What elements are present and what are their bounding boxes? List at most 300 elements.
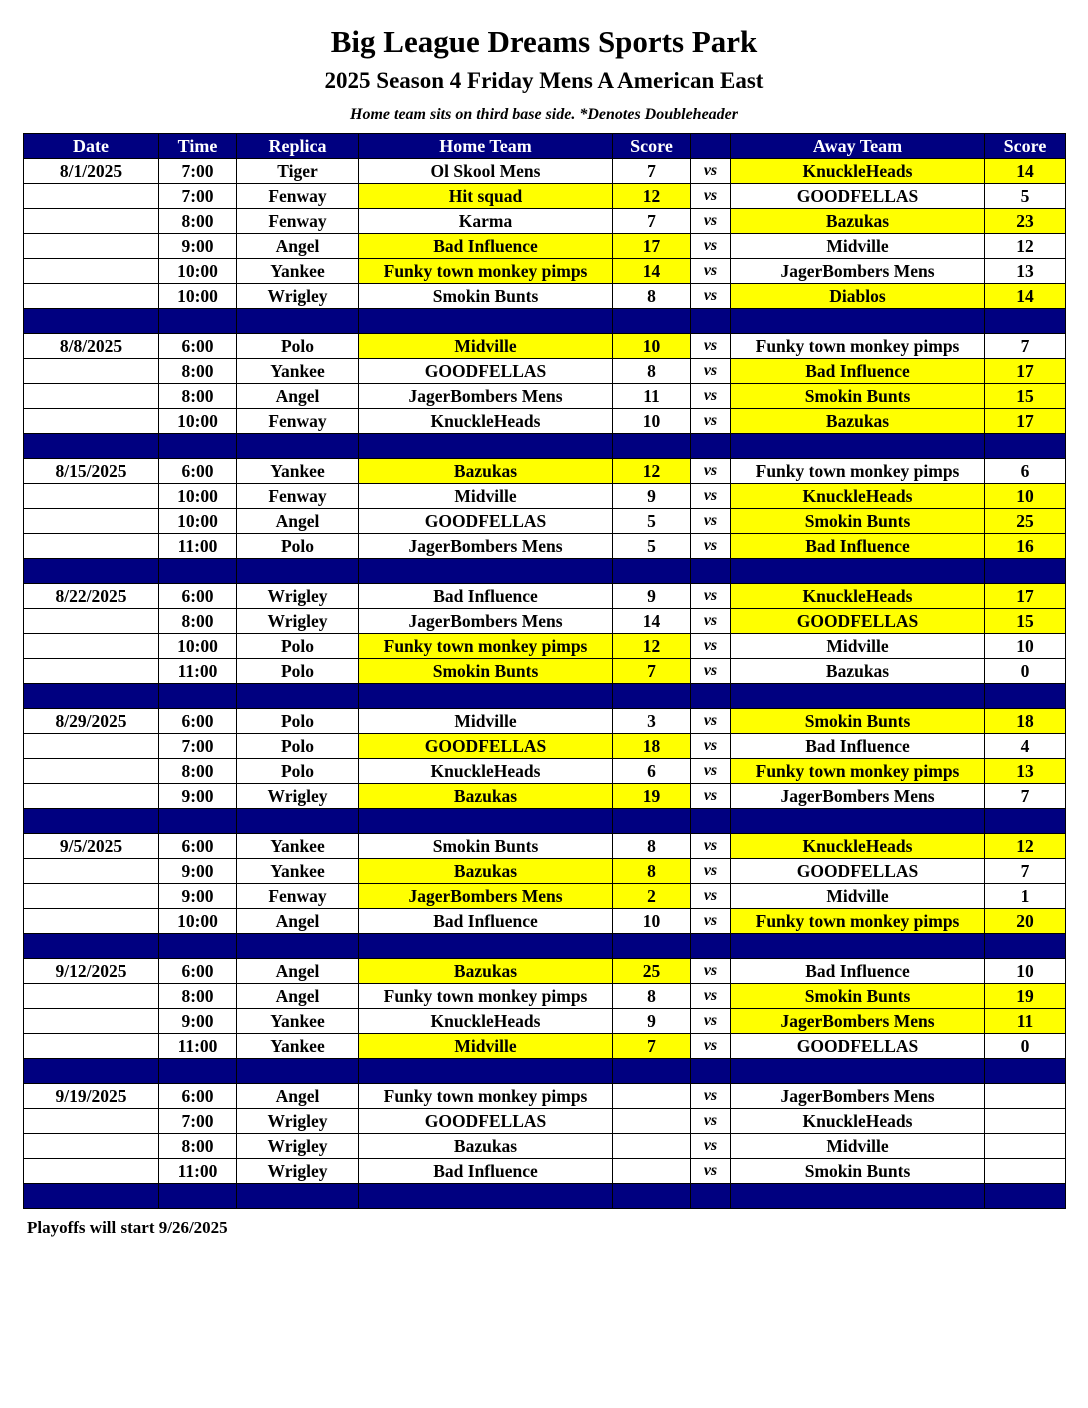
game-time: 9:00 (159, 784, 237, 809)
game-time: 6:00 (159, 334, 237, 359)
away-team: Smokin Bunts (731, 384, 985, 409)
game-field: Yankee (237, 834, 359, 859)
home-score: 10 (613, 409, 691, 434)
game-row (24, 359, 1066, 384)
page-note: Home team sits on third base side. *Denotes Doubleheader (350, 106, 738, 123)
game-field: Yankee (237, 459, 359, 484)
home-team: Bazukas (359, 1134, 613, 1159)
home-team: KnuckleHeads (359, 409, 613, 434)
col-header-away-score: Score (985, 134, 1066, 159)
game-time: 6:00 (159, 584, 237, 609)
separator-cell (159, 1184, 237, 1209)
home-score: 18 (613, 734, 691, 759)
game-date (24, 384, 159, 409)
game-field: Yankee (237, 1034, 359, 1059)
home-score: 2 (613, 884, 691, 909)
separator-cell (159, 1059, 237, 1084)
vs-label: vs (691, 959, 731, 984)
home-score: 7 (613, 659, 691, 684)
game-row (24, 159, 1066, 184)
vs-label: vs (691, 984, 731, 1009)
week-separator-row (24, 934, 1066, 959)
home-team: Bad Influence (359, 909, 613, 934)
game-row (24, 184, 1066, 209)
away-score (985, 1159, 1066, 1184)
game-date (24, 909, 159, 934)
home-team: Midville (359, 334, 613, 359)
away-team: Bad Influence (731, 534, 985, 559)
game-time: 8:00 (159, 1134, 237, 1159)
game-date: 8/22/2025 (24, 584, 159, 609)
home-score: 9 (613, 584, 691, 609)
game-row (24, 984, 1066, 1009)
home-score: 7 (613, 159, 691, 184)
game-time: 6:00 (159, 709, 237, 734)
away-team: Funky town monkey pimps (731, 759, 985, 784)
separator-cell (359, 934, 613, 959)
vs-label: vs (691, 334, 731, 359)
game-date (24, 734, 159, 759)
vs-label: vs (691, 284, 731, 309)
separator-cell (985, 934, 1066, 959)
home-score (613, 1134, 691, 1159)
away-score: 19 (985, 984, 1066, 1009)
home-score: 8 (613, 834, 691, 859)
game-row (24, 609, 1066, 634)
separator-cell (613, 559, 691, 584)
separator-cell (24, 934, 159, 959)
game-field: Wrigley (237, 784, 359, 809)
game-row (24, 584, 1066, 609)
col-header-date: Date (24, 134, 159, 159)
game-field: Fenway (237, 209, 359, 234)
separator-cell (985, 809, 1066, 834)
away-score: 1 (985, 884, 1066, 909)
vs-label: vs (691, 884, 731, 909)
separator-cell (159, 309, 237, 334)
home-team: Bad Influence (359, 234, 613, 259)
vs-label: vs (691, 784, 731, 809)
game-field: Angel (237, 984, 359, 1009)
game-row (24, 634, 1066, 659)
vs-label: vs (691, 509, 731, 534)
game-time: 8:00 (159, 359, 237, 384)
away-score: 15 (985, 609, 1066, 634)
vs-label: vs (691, 209, 731, 234)
separator-cell (731, 1184, 985, 1209)
separator-cell (613, 809, 691, 834)
home-team: JagerBombers Mens (359, 884, 613, 909)
vs-label: vs (691, 1109, 731, 1134)
game-field: Wrigley (237, 1159, 359, 1184)
home-score: 11 (613, 384, 691, 409)
table-header-row (24, 134, 1066, 159)
game-time: 10:00 (159, 284, 237, 309)
separator-cell (691, 1059, 731, 1084)
separator-cell (237, 309, 359, 334)
game-time: 8:00 (159, 759, 237, 784)
game-date (24, 1034, 159, 1059)
game-time: 10:00 (159, 484, 237, 509)
game-field: Fenway (237, 409, 359, 434)
game-date: 9/19/2025 (24, 1084, 159, 1109)
game-date (24, 1109, 159, 1134)
separator-cell (359, 559, 613, 584)
away-score: 14 (985, 159, 1066, 184)
away-team: Funky town monkey pimps (731, 909, 985, 934)
separator-cell (24, 684, 159, 709)
game-field: Yankee (237, 859, 359, 884)
game-row (24, 959, 1066, 984)
game-row (24, 1134, 1066, 1159)
separator-cell (691, 684, 731, 709)
away-score: 20 (985, 909, 1066, 934)
game-field: Polo (237, 759, 359, 784)
separator-cell (24, 559, 159, 584)
game-date (24, 509, 159, 534)
separator-cell (24, 1059, 159, 1084)
away-team: JagerBombers Mens (731, 1084, 985, 1109)
game-time: 6:00 (159, 459, 237, 484)
vs-label: vs (691, 834, 731, 859)
game-field: Polo (237, 659, 359, 684)
game-date (24, 184, 159, 209)
separator-cell (359, 684, 613, 709)
away-score: 10 (985, 959, 1066, 984)
away-score: 7 (985, 859, 1066, 884)
vs-label: vs (691, 359, 731, 384)
home-team: Smokin Bunts (359, 659, 613, 684)
separator-cell (985, 309, 1066, 334)
game-time: 9:00 (159, 859, 237, 884)
away-score: 13 (985, 259, 1066, 284)
home-team: Bad Influence (359, 1159, 613, 1184)
game-row (24, 234, 1066, 259)
vs-label: vs (691, 1159, 731, 1184)
home-team: GOODFELLAS (359, 1109, 613, 1134)
page-title: Big League Dreams Sports Park (330, 24, 758, 59)
away-team: JagerBombers Mens (731, 259, 985, 284)
game-time: 10:00 (159, 634, 237, 659)
separator-cell (159, 934, 237, 959)
game-field: Angel (237, 234, 359, 259)
away-score: 15 (985, 384, 1066, 409)
vs-label: vs (691, 909, 731, 934)
game-date: 8/29/2025 (24, 709, 159, 734)
col-header-away-team: Away Team (731, 134, 985, 159)
home-team: Bazukas (359, 459, 613, 484)
game-row (24, 209, 1066, 234)
schedule-table (23, 133, 1066, 1209)
away-team: GOODFELLAS (731, 184, 985, 209)
vs-label: vs (691, 1034, 731, 1059)
vs-label: vs (691, 159, 731, 184)
home-score (613, 1109, 691, 1134)
game-field: Fenway (237, 884, 359, 909)
separator-cell (237, 559, 359, 584)
away-score (985, 1134, 1066, 1159)
game-time: 7:00 (159, 159, 237, 184)
away-score: 14 (985, 284, 1066, 309)
game-field: Wrigley (237, 284, 359, 309)
game-time: 7:00 (159, 1109, 237, 1134)
vs-label: vs (691, 1084, 731, 1109)
home-team: JagerBombers Mens (359, 609, 613, 634)
game-field: Fenway (237, 484, 359, 509)
separator-cell (159, 559, 237, 584)
playoffs-note: Playoffs will start 9/26/2025 (27, 1218, 228, 1237)
separator-cell (24, 434, 159, 459)
away-team: Funky town monkey pimps (731, 334, 985, 359)
game-date (24, 884, 159, 909)
home-team: Bad Influence (359, 584, 613, 609)
vs-label: vs (691, 234, 731, 259)
home-team: Hit squad (359, 184, 613, 209)
home-score (613, 1159, 691, 1184)
game-field: Polo (237, 334, 359, 359)
game-field: Polo (237, 634, 359, 659)
separator-cell (731, 684, 985, 709)
home-score: 14 (613, 259, 691, 284)
game-time: 11:00 (159, 1034, 237, 1059)
game-date (24, 759, 159, 784)
game-field: Angel (237, 384, 359, 409)
vs-label: vs (691, 659, 731, 684)
vs-label: vs (691, 634, 731, 659)
away-team: Bad Influence (731, 359, 985, 384)
home-score: 10 (613, 909, 691, 934)
game-time: 8:00 (159, 609, 237, 634)
away-team: KnuckleHeads (731, 159, 985, 184)
away-score (985, 1109, 1066, 1134)
home-team: Bazukas (359, 959, 613, 984)
home-score: 8 (613, 859, 691, 884)
separator-cell (159, 809, 237, 834)
away-team: JagerBombers Mens (731, 784, 985, 809)
separator-cell (159, 684, 237, 709)
week-separator-row (24, 309, 1066, 334)
game-row (24, 709, 1066, 734)
game-time: 7:00 (159, 184, 237, 209)
away-team: KnuckleHeads (731, 1109, 985, 1134)
col-header-time: Time (159, 134, 237, 159)
week-separator-row (24, 1184, 1066, 1209)
separator-cell (359, 809, 613, 834)
away-team: GOODFELLAS (731, 609, 985, 634)
home-team: Smokin Bunts (359, 284, 613, 309)
game-time: 6:00 (159, 959, 237, 984)
separator-cell (237, 1184, 359, 1209)
home-team: Midville (359, 709, 613, 734)
away-team: GOODFELLAS (731, 1034, 985, 1059)
home-score: 7 (613, 1034, 691, 1059)
vs-label: vs (691, 709, 731, 734)
game-row (24, 1009, 1066, 1034)
game-row (24, 659, 1066, 684)
col-header-vs (691, 134, 731, 159)
home-score: 3 (613, 709, 691, 734)
game-field: Yankee (237, 1009, 359, 1034)
home-team: Bazukas (359, 859, 613, 884)
away-team: Funky town monkey pimps (731, 459, 985, 484)
away-team: Midville (731, 634, 985, 659)
vs-label: vs (691, 409, 731, 434)
game-date (24, 234, 159, 259)
game-field: Angel (237, 509, 359, 534)
away-score: 17 (985, 359, 1066, 384)
away-score: 11 (985, 1009, 1066, 1034)
away-score: 0 (985, 659, 1066, 684)
vs-label: vs (691, 609, 731, 634)
home-team: Smokin Bunts (359, 834, 613, 859)
vs-label: vs (691, 1009, 731, 1034)
away-score: 7 (985, 334, 1066, 359)
game-field: Wrigley (237, 1109, 359, 1134)
game-field: Wrigley (237, 609, 359, 634)
home-score: 9 (613, 484, 691, 509)
separator-cell (691, 559, 731, 584)
game-row (24, 484, 1066, 509)
separator-cell (237, 1059, 359, 1084)
separator-cell (159, 434, 237, 459)
game-row (24, 1159, 1066, 1184)
separator-cell (24, 1184, 159, 1209)
separator-cell (237, 684, 359, 709)
away-team: Diablos (731, 284, 985, 309)
home-score: 8 (613, 359, 691, 384)
separator-cell (731, 434, 985, 459)
away-score: 10 (985, 484, 1066, 509)
separator-cell (985, 684, 1066, 709)
away-score: 17 (985, 584, 1066, 609)
separator-cell (691, 809, 731, 834)
game-date (24, 609, 159, 634)
game-field: Wrigley (237, 1134, 359, 1159)
week-separator-row (24, 559, 1066, 584)
separator-cell (359, 434, 613, 459)
away-team: Smokin Bunts (731, 509, 985, 534)
separator-cell (731, 934, 985, 959)
home-team: KnuckleHeads (359, 1009, 613, 1034)
away-team: Bazukas (731, 209, 985, 234)
game-date (24, 484, 159, 509)
away-team: Smokin Bunts (731, 709, 985, 734)
home-score: 17 (613, 234, 691, 259)
home-score: 5 (613, 534, 691, 559)
home-score: 9 (613, 1009, 691, 1034)
away-score: 12 (985, 234, 1066, 259)
game-time: 11:00 (159, 659, 237, 684)
game-row (24, 384, 1066, 409)
game-field: Fenway (237, 184, 359, 209)
separator-cell (613, 684, 691, 709)
home-team: Ol Skool Mens (359, 159, 613, 184)
home-score: 12 (613, 634, 691, 659)
game-time: 11:00 (159, 534, 237, 559)
away-team: Smokin Bunts (731, 1159, 985, 1184)
home-team: Funky town monkey pimps (359, 1084, 613, 1109)
game-date: 8/1/2025 (24, 159, 159, 184)
home-score: 14 (613, 609, 691, 634)
separator-cell (237, 809, 359, 834)
game-date (24, 659, 159, 684)
separator-cell (985, 1184, 1066, 1209)
separator-cell (359, 1059, 613, 1084)
week-separator-row (24, 684, 1066, 709)
away-team: Midville (731, 884, 985, 909)
away-team: Smokin Bunts (731, 984, 985, 1009)
away-score: 17 (985, 409, 1066, 434)
separator-cell (691, 1184, 731, 1209)
vs-label: vs (691, 759, 731, 784)
away-team: Bad Influence (731, 959, 985, 984)
away-score: 23 (985, 209, 1066, 234)
game-date (24, 634, 159, 659)
game-date: 9/12/2025 (24, 959, 159, 984)
game-date: 8/15/2025 (24, 459, 159, 484)
game-row (24, 834, 1066, 859)
game-time: 8:00 (159, 384, 237, 409)
away-team: Midville (731, 1134, 985, 1159)
game-date (24, 284, 159, 309)
vs-label: vs (691, 1134, 731, 1159)
vs-label: vs (691, 384, 731, 409)
home-team: Karma (359, 209, 613, 234)
separator-cell (691, 934, 731, 959)
separator-cell (24, 309, 159, 334)
home-team: Bazukas (359, 784, 613, 809)
game-field: Polo (237, 709, 359, 734)
away-score: 13 (985, 759, 1066, 784)
game-row (24, 459, 1066, 484)
separator-cell (24, 809, 159, 834)
game-row (24, 409, 1066, 434)
away-score (985, 1084, 1066, 1109)
game-row (24, 909, 1066, 934)
game-date (24, 259, 159, 284)
home-score: 12 (613, 459, 691, 484)
separator-cell (613, 934, 691, 959)
away-team: Midville (731, 234, 985, 259)
col-header-home-score: Score (613, 134, 691, 159)
home-team: GOODFELLAS (359, 359, 613, 384)
home-team: Funky town monkey pimps (359, 259, 613, 284)
home-score: 8 (613, 984, 691, 1009)
game-time: 9:00 (159, 1009, 237, 1034)
away-score: 18 (985, 709, 1066, 734)
separator-cell (691, 309, 731, 334)
game-field: Polo (237, 734, 359, 759)
game-date (24, 409, 159, 434)
home-team: Funky town monkey pimps (359, 634, 613, 659)
game-row (24, 284, 1066, 309)
game-date (24, 1159, 159, 1184)
away-team: Bazukas (731, 659, 985, 684)
vs-label: vs (691, 859, 731, 884)
away-team: Bad Influence (731, 734, 985, 759)
week-separator-row (24, 434, 1066, 459)
game-row (24, 784, 1066, 809)
home-team: KnuckleHeads (359, 759, 613, 784)
game-time: 9:00 (159, 884, 237, 909)
game-row (24, 334, 1066, 359)
col-header-replica: Replica (237, 134, 359, 159)
home-team: Midville (359, 1034, 613, 1059)
game-time: 11:00 (159, 1159, 237, 1184)
away-score: 0 (985, 1034, 1066, 1059)
away-team: KnuckleHeads (731, 584, 985, 609)
separator-cell (613, 1184, 691, 1209)
